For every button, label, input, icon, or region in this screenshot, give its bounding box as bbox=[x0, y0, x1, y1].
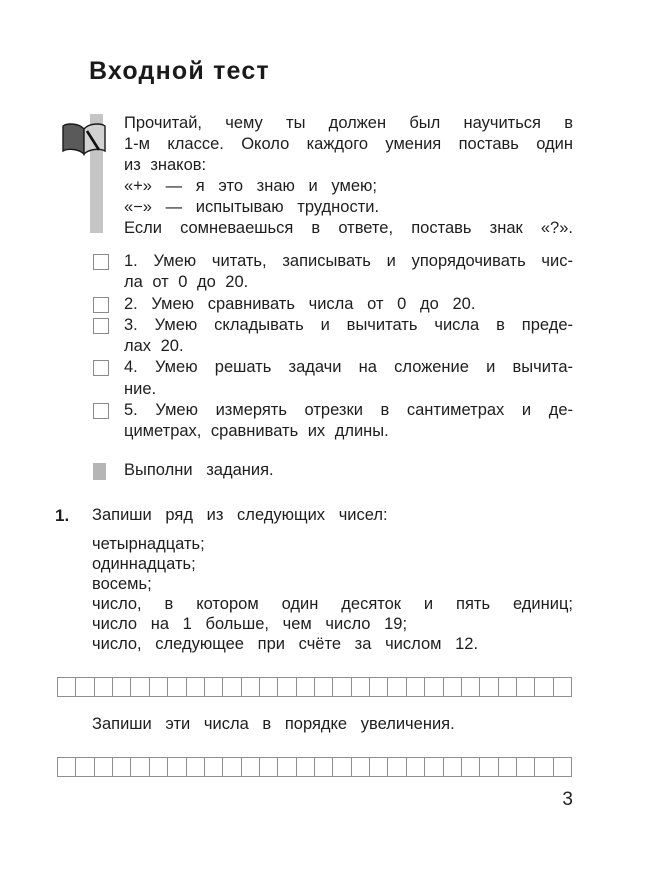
grid-cell[interactable] bbox=[259, 678, 277, 696]
grid-cell[interactable] bbox=[498, 758, 516, 776]
grid-cell[interactable] bbox=[58, 758, 75, 776]
grid-cell[interactable] bbox=[369, 678, 387, 696]
grid-cell[interactable] bbox=[369, 758, 387, 776]
skill-item bbox=[124, 315, 573, 358]
grid-cell[interactable] bbox=[461, 758, 479, 776]
task-number: 1. bbox=[55, 506, 70, 525]
grid-cell[interactable] bbox=[498, 678, 516, 696]
grid-cell[interactable] bbox=[314, 678, 332, 696]
task-item: восемь; bbox=[92, 575, 152, 594]
grid-cell[interactable] bbox=[351, 678, 369, 696]
grid-cell[interactable] bbox=[75, 758, 93, 776]
skill-checkbox[interactable] bbox=[93, 403, 109, 419]
instruction-line: из знаков: bbox=[124, 156, 207, 174]
grid-cell[interactable] bbox=[222, 758, 240, 776]
skills-checklist bbox=[124, 251, 573, 443]
instruction-line: 1-м классе. Около каждого умения поставь один bbox=[124, 135, 573, 153]
task-item: число, следующее при счёте за числом 12. bbox=[92, 635, 479, 654]
grid-cell[interactable] bbox=[94, 758, 112, 776]
grid-cell[interactable] bbox=[479, 678, 497, 696]
instruction-line: «+» — я это знаю и умею; bbox=[124, 177, 377, 195]
grid-cell[interactable] bbox=[204, 758, 222, 776]
skill-line: 4. Умею решать задачи на сложение и вычита- bbox=[124, 358, 573, 377]
skill-line: 1. Умею читать, записывать и упорядочивать чис- bbox=[124, 252, 573, 270]
grid-cell[interactable] bbox=[259, 758, 277, 776]
grid-cell[interactable] bbox=[112, 758, 130, 776]
skill-checkbox[interactable] bbox=[93, 254, 109, 270]
grid-cell[interactable] bbox=[553, 758, 571, 776]
tasks-intro-label: Выполни задания. bbox=[124, 461, 274, 479]
grid-cell[interactable] bbox=[58, 678, 75, 696]
skill-line: циметрах, сравнивать их длины. bbox=[124, 422, 389, 441]
grid-cell[interactable] bbox=[534, 758, 552, 776]
skill-line: ла от 0 до 20. bbox=[124, 273, 249, 292]
grid-cell[interactable] bbox=[332, 678, 350, 696]
grid-cell[interactable] bbox=[94, 678, 112, 696]
grid-cell[interactable] bbox=[149, 758, 167, 776]
grid-cell[interactable] bbox=[516, 678, 534, 696]
grid-cell[interactable] bbox=[387, 678, 405, 696]
grid-cell[interactable] bbox=[534, 678, 552, 696]
grid-cell[interactable] bbox=[314, 758, 332, 776]
grid-cell[interactable] bbox=[424, 678, 442, 696]
skill-checkbox[interactable] bbox=[93, 297, 109, 313]
skill-line: лах 20. bbox=[124, 337, 184, 356]
grid-cell[interactable] bbox=[204, 678, 222, 696]
skill-line: ние. bbox=[124, 379, 157, 398]
grid-cell[interactable] bbox=[186, 758, 204, 776]
grid-cell[interactable] bbox=[241, 678, 259, 696]
reading-instruction bbox=[124, 113, 573, 239]
grid-cell[interactable] bbox=[241, 758, 259, 776]
instruction-line: Если сомневаешься в ответе, поставь знак «?». bbox=[124, 219, 573, 237]
grid-cell[interactable] bbox=[443, 678, 461, 696]
task-prompt: Запиши ряд из следующих чисел: bbox=[92, 506, 388, 524]
grid-cell[interactable] bbox=[553, 678, 571, 696]
grid-cell[interactable] bbox=[406, 678, 424, 696]
page-title: Входной тест bbox=[89, 57, 270, 85]
instruction-line: Прочитай, чему ты должен был научиться в bbox=[124, 114, 573, 132]
grid-cell[interactable] bbox=[186, 678, 204, 696]
grid-cell[interactable] bbox=[167, 678, 185, 696]
grid-cell[interactable] bbox=[332, 758, 350, 776]
skill-line: 2. Умею сравнивать числа от 0 до 20. bbox=[124, 294, 476, 313]
grid-cell[interactable] bbox=[277, 678, 295, 696]
skill-checkbox[interactable] bbox=[93, 318, 109, 334]
grid-cell[interactable] bbox=[406, 758, 424, 776]
task-item-list bbox=[92, 534, 573, 655]
open-book-icon bbox=[59, 121, 109, 161]
tasks-intro-bullet bbox=[93, 463, 106, 480]
grid-cell[interactable] bbox=[130, 758, 148, 776]
grid-cell[interactable] bbox=[130, 678, 148, 696]
answer-grid-row bbox=[57, 757, 572, 777]
page-number: 3 bbox=[562, 789, 573, 810]
grid-cell[interactable] bbox=[424, 758, 442, 776]
skill-item bbox=[124, 294, 573, 315]
task-item: число, в котором один десяток и пять единиц; bbox=[92, 595, 573, 614]
skill-checkbox[interactable] bbox=[93, 360, 109, 376]
grid-cell[interactable] bbox=[387, 758, 405, 776]
skill-line: 3. Умею складывать и вычитать числа в преде- bbox=[124, 315, 573, 334]
answer-grid-row bbox=[57, 677, 572, 697]
task-item: одиннадцать; bbox=[92, 555, 196, 574]
task-second-prompt: Запиши эти числа в порядке увеличения. bbox=[92, 715, 455, 733]
task-item: число на 1 больше, чем число 19; bbox=[92, 615, 408, 634]
grid-cell[interactable] bbox=[149, 678, 167, 696]
grid-cell[interactable] bbox=[222, 678, 240, 696]
grid-cell[interactable] bbox=[443, 758, 461, 776]
grid-cell[interactable] bbox=[479, 758, 497, 776]
grid-cell[interactable] bbox=[351, 758, 369, 776]
grid-cell[interactable] bbox=[516, 758, 534, 776]
instruction-line: «−» — испытываю трудности. bbox=[124, 198, 380, 216]
grid-cell[interactable] bbox=[167, 758, 185, 776]
grid-cell[interactable] bbox=[277, 758, 295, 776]
grid-cell[interactable] bbox=[112, 678, 130, 696]
task-item: четырнадцать; bbox=[92, 535, 205, 553]
skill-item bbox=[124, 251, 573, 294]
skill-item bbox=[124, 400, 573, 443]
grid-cell[interactable] bbox=[461, 678, 479, 696]
grid-cell[interactable] bbox=[296, 678, 314, 696]
skill-item bbox=[124, 357, 573, 400]
grid-cell[interactable] bbox=[296, 758, 314, 776]
grid-cell[interactable] bbox=[75, 678, 93, 696]
skill-line: 5. Умею измерять отрезки в сантиметрах и де- bbox=[124, 401, 573, 420]
